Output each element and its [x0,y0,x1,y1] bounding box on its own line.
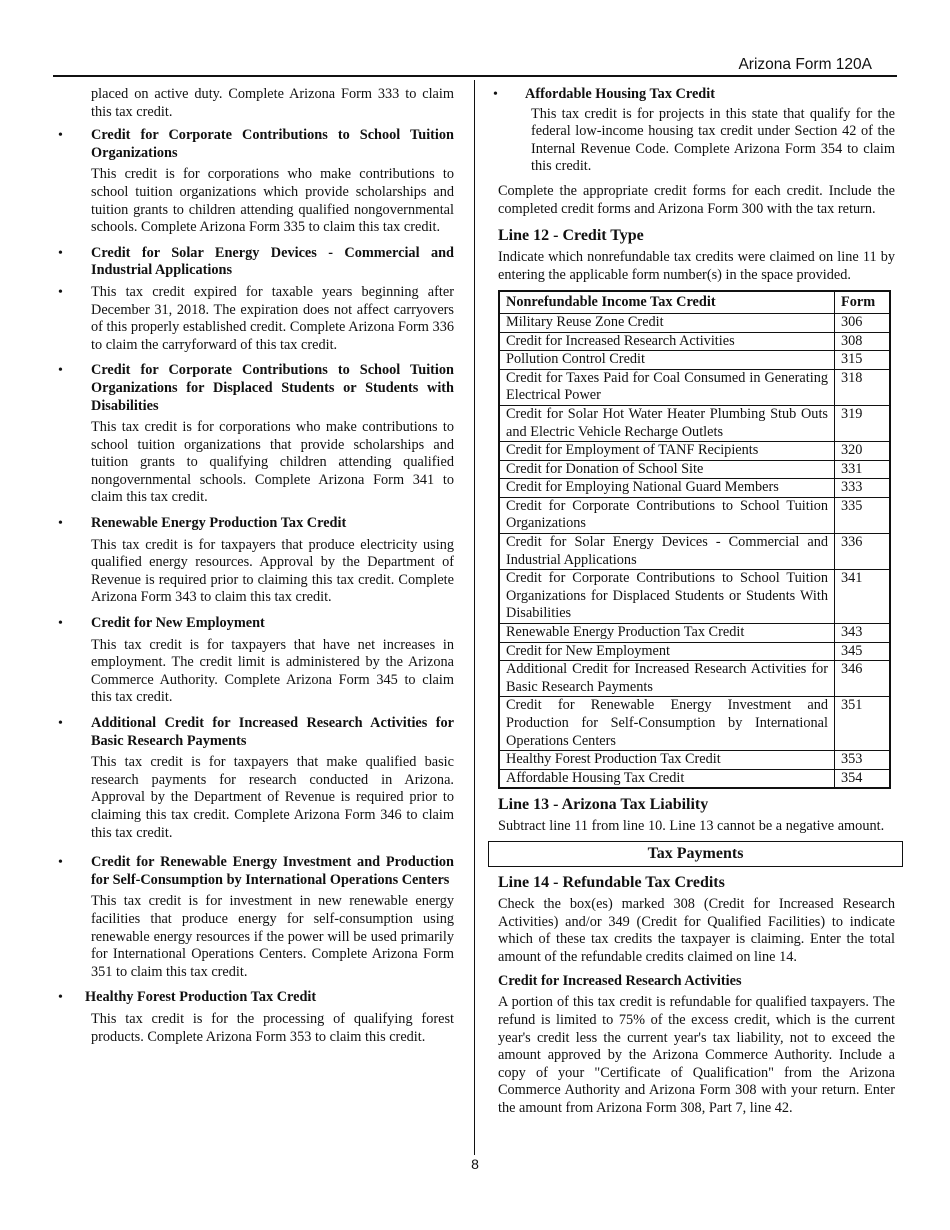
credit-name-cell: Pollution Control Credit [499,351,835,370]
header-rule [53,75,897,77]
item-title: Credit for Solar Energy Devices - Commercial and Industrial Applications [91,244,454,279]
item-body: This tax credit is for investment in new renewable energy facilities that produce energy for self-consumption using renewable energy resources if the power will be used primarily for International Operations Centers. Complete Arizona Form 351 to claim this tax credit. [91,893,454,980]
bullet-icon: • [58,516,63,532]
column-divider [474,80,475,1155]
complete-forms-text: Complete the appropriate credit forms for each credit. Include the completed credit forms and Arizona Form 300 with the tax return. [498,182,895,217]
bullet-icon: • [58,616,63,632]
table-row [499,769,890,788]
table-row [499,332,890,351]
form-number-cell: 343 [835,624,891,643]
table-row [499,751,890,770]
bullet-icon: • [58,245,63,261]
table-row [499,534,890,570]
credit-name-cell: Credit for Renewable Energy Investment and Production for Self-Consumption by International Operations Centers [499,697,835,751]
item-title: Credit for Renewable Energy Investment and Production for Self-Consumption by International Operations Centers [91,854,454,888]
table-row [499,405,890,441]
credit-name-cell: Credit for Corporate Contributions to School Tuition Organizations [499,497,835,533]
research-text: A portion of this tax credit is refundable for qualified taxpayers. The refund is limited to 75% of the excess credit, which is the current year's credit less the current year's tax liability, not to exceed the amount approved by the Arizona Commerce Authority. Include a copy of your "Certificate of Qualification" from the Arizona Commerce Authority and Arizona Form 308 with your return. Enter the amount from Arizona Form 308, Part 7, line 42. [498,994,895,1116]
credit-name-cell: Renewable Energy Production Tax Credit [499,624,835,643]
credit-name-cell: Healthy Forest Production Tax Credit [499,751,835,770]
form-number-cell: 306 [835,313,891,332]
form-number-cell: 319 [835,405,891,441]
form-number-cell: 331 [835,460,891,479]
item-title: Credit for Corporate Contributions to School Tuition Organizations [91,127,454,161]
item-body: This tax credit expired for taxable years beginning after December 31, 2018. The expiration does not affect carryovers of this properly established credit. Complete Arizona Form 336 to claim the carryforward of this tax credit. [91,283,454,353]
form-number-cell: 351 [835,697,891,751]
table-row [499,460,890,479]
form-number-cell: 315 [835,351,891,370]
item-body: This tax credit is for taxpayers that have net increases in employment. The credit limit is administered by the Arizona Commerce Authority. Complete Arizona Form 345 to claim this tax credit. [91,636,454,706]
item-body: This tax credit is for projects in this state that qualify for the federal low-income housing tax credit under Section 42 of the Internal Revenue Code. Complete Arizona Form 354 to claim this credit. [531,105,895,175]
table-row [499,697,890,751]
list-item [55,715,454,842]
table-row [499,313,890,332]
bullet-icon: • [58,855,63,871]
intro-text: placed on active duty. Complete Arizona Form 333 to claim this tax credit. [91,86,454,120]
credit-name-cell: Additional Credit for Increased Research Activities for Basic Research Payments [499,661,835,697]
form-number-cell: 335 [835,497,891,533]
credit-name-cell: Credit for Employing National Guard Members [499,479,835,498]
table-row [499,661,890,697]
column-header-form: Form [835,291,891,313]
item-body: This tax credit is for the processing of qualifying forest products. Complete Arizona Form 353 to claim this credit. [91,1010,454,1045]
form-number-cell: 345 [835,642,891,661]
line12-text: Indicate which nonrefundable tax credits were claimed on line 11 by entering the applicable form number(s) in the space provided. [498,249,895,283]
list-item [55,615,454,707]
table-row [499,442,890,461]
line13-heading: Line 13 - Arizona Tax Liability [498,796,709,814]
form-title: Arizona Form 120A [738,56,872,73]
line14-heading: Line 14 - Refundable Tax Credits [498,873,725,891]
page-number: 8 [471,1156,479,1172]
form-number-cell: 336 [835,534,891,570]
item-title: Renewable Energy Production Tax Credit [91,515,347,532]
table-header-row [499,291,890,313]
credit-name-cell: Credit for Taxes Paid for Coal Consumed in Generating Electrical Power [499,369,835,405]
bullet-icon: • [58,363,63,379]
list-item [55,989,454,1046]
research-heading: Credit for Increased Research Activities [498,973,742,990]
credit-name-cell: Credit for Solar Energy Devices - Commercial and Industrial Applications [499,534,835,570]
item-title: Additional Credit for Increased Research Activities for Basic Research Payments [91,715,454,749]
bullet-icon: • [493,87,498,102]
bullet-icon: • [58,128,63,144]
form-number-cell: 320 [835,442,891,461]
form-number-cell: 308 [835,332,891,351]
form-number-cell: 318 [835,369,891,405]
list-item [55,362,454,507]
list-item [55,854,454,981]
table-row [499,369,890,405]
bullet-icon: • [58,990,63,1006]
table-row [499,624,890,643]
credit-name-cell: Credit for New Employment [499,642,835,661]
table-row [499,479,890,498]
item-title: Affordable Housing Tax Credit [525,86,715,102]
item-body: This tax credit is for taxpayers that produce electricity using qualified energy resources. Approval by the Department of Revenue is required prior to claiming this tax credit. Complete Arizona Form 343 to claim this tax credit. [91,536,454,606]
item-body: This credit is for corporations who make contributions to school tuition organizations which provide scholarships and tuition grants to children attending qualified nongovernmental schools. Complete Arizona Form 335 to claim this tax credit. [91,166,454,236]
item-body: This tax credit is for taxpayers that make qualified basic research payments for research conducted in Arizona. Approval by the Department of Revenue is required prior to claiming this tax credit. Complete Arizona Form 346 to claim this tax credit. [91,754,454,841]
credit-name-cell: Affordable Housing Tax Credit [499,769,835,788]
credit-name-cell: Military Reuse Zone Credit [499,313,835,332]
form-number-cell: 333 [835,479,891,498]
left-column [55,86,454,1046]
form-number-cell: 354 [835,769,891,788]
tax-payments-heading: Tax Payments [488,841,903,867]
credit-name-cell: Credit for Solar Hot Water Heater Plumbing Stub Outs and Electric Vehicle Recharge Outlets [499,405,835,441]
line14-text: Check the box(es) marked 308 (Credit for Increased Research Activities) and/or 349 (Credit for Qualified Facilities) to indicate which of these tax credits the taxpayer is claiming. Enter the total amount of the refundable credits claimed on line 14. [498,895,895,965]
credit-name-cell: Credit for Donation of School Site [499,460,835,479]
list-item [55,284,454,354]
item-body: This tax credit is for corporations who make contributions to school tuition organizations that provide scholarships and tuition grants to qualifying children attending qualified nongovernmental schools. Complete Arizona Form 341 to claim this tax credit. [91,419,454,506]
list-item [489,86,895,176]
column-header-credit: Nonrefundable Income Tax Credit [499,291,835,313]
item-title: Healthy Forest Production Tax Credit [85,989,317,1006]
line12-heading: Line 12 - Credit Type [498,227,644,245]
table-row [499,642,890,661]
item-title: Credit for New Employment [91,615,265,632]
form-number-cell: 353 [835,751,891,770]
right-column [489,86,895,1118]
credits-table [498,290,891,789]
list-item [55,245,454,280]
table-row [499,351,890,370]
table-row [499,497,890,533]
line13-text: Subtract line 11 from line 10. Line 13 cannot be a negative amount. [498,818,885,835]
form-number-cell: 346 [835,661,891,697]
list-item [55,515,454,607]
table-row [499,570,890,624]
credit-name-cell: Credit for Employment of TANF Recipients [499,442,835,461]
form-number-cell: 341 [835,570,891,624]
list-item [55,127,454,237]
credit-name-cell: Credit for Corporate Contributions to School Tuition Organizations for Displaced Students or Students With Disabilities [499,570,835,624]
bullet-icon: • [58,284,63,300]
item-title: Credit for Corporate Contributions to School Tuition Organizations for Displaced Students or Students with Disabilities [91,362,454,414]
bullet-icon: • [58,716,63,731]
credit-name-cell: Credit for Increased Research Activities [499,332,835,351]
